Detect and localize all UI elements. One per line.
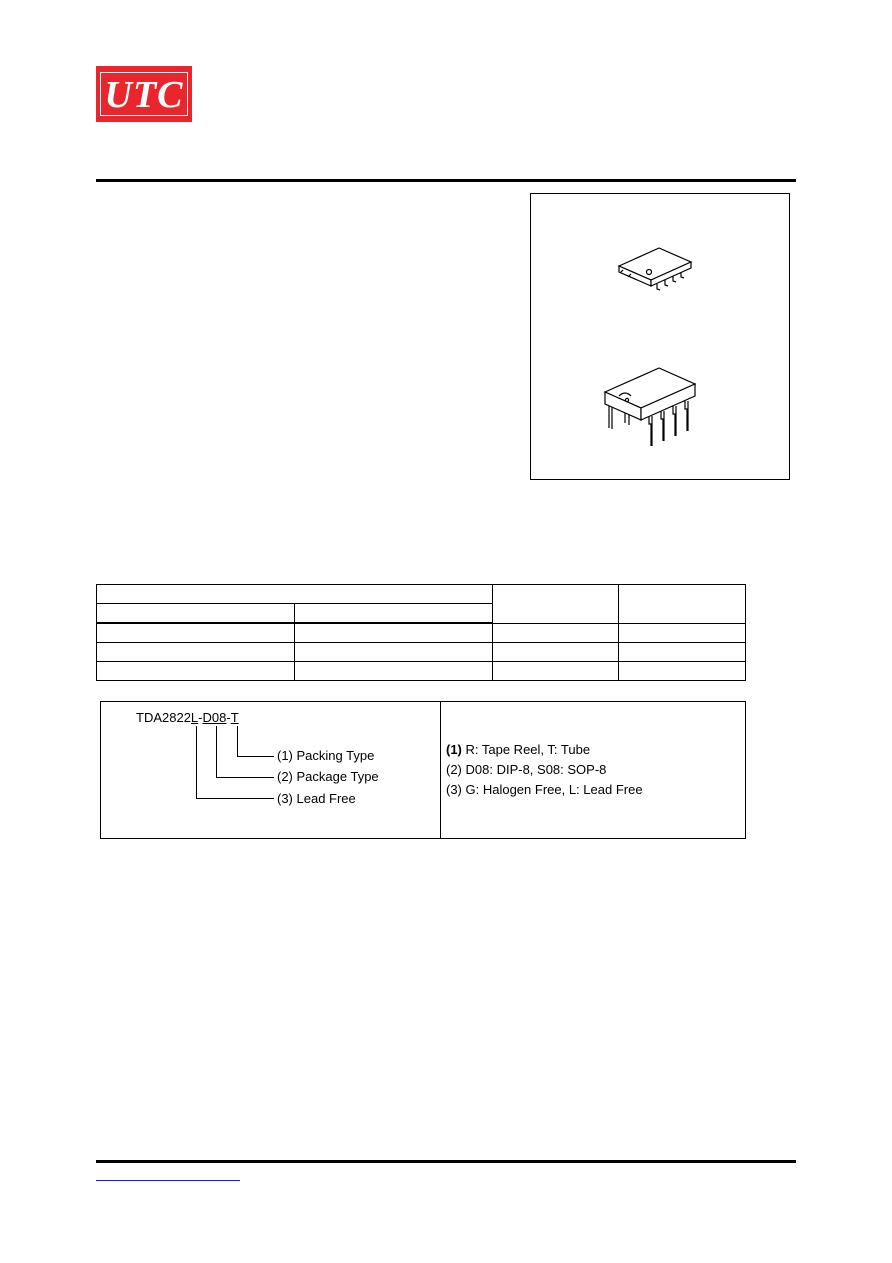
table-row xyxy=(97,643,746,662)
part-separator: - xyxy=(198,710,203,725)
table-header-row xyxy=(97,585,746,604)
dip8-package-icon xyxy=(531,194,791,481)
utc-logo xyxy=(96,66,192,122)
table-cell xyxy=(97,662,295,681)
table-cell xyxy=(295,662,493,681)
table-header-cell xyxy=(619,585,746,624)
callout-package-type: (2) Package Type xyxy=(277,769,379,784)
table-header-cell xyxy=(97,585,493,604)
table-cell xyxy=(493,662,619,681)
table-row xyxy=(97,662,746,681)
part-packing-code: T xyxy=(230,710,239,725)
callout-line-lead-free xyxy=(196,726,274,799)
table-cell xyxy=(295,623,493,643)
footer-website-link[interactable] xyxy=(96,1180,240,1181)
part-number xyxy=(136,710,239,725)
callout-packing-type: (1) Packing Type xyxy=(277,748,375,763)
table-cell xyxy=(619,643,746,662)
table-cell xyxy=(97,623,295,643)
callout-lead-free: (3) Lead Free xyxy=(277,791,356,806)
part-separator: - xyxy=(226,710,231,725)
note-text: R: Tape Reel, T: Tube xyxy=(461,742,591,757)
part-package-code: D08 xyxy=(202,710,227,725)
part-number-divider xyxy=(440,701,441,839)
ordering-table xyxy=(96,584,746,681)
note-number: (3) xyxy=(446,782,462,797)
note-text: G: Halogen Free, L: Lead Free xyxy=(461,782,643,797)
table-cell xyxy=(619,662,746,681)
part-prefix: TDA2822 xyxy=(136,710,191,725)
note-packing xyxy=(446,742,590,757)
logo-frame xyxy=(100,72,188,116)
table-cell xyxy=(619,623,746,643)
note-text: D08: DIP-8, S08: SOP-8 xyxy=(461,762,607,777)
table-cell xyxy=(493,623,619,643)
package-box xyxy=(530,193,790,480)
table-header-cell xyxy=(97,604,295,624)
table-header-cell xyxy=(295,604,493,624)
note-lead-free xyxy=(446,782,643,797)
table-cell xyxy=(97,643,295,662)
note-number: (2) xyxy=(446,762,462,777)
note-number: (1) xyxy=(446,742,462,757)
logo-text: UTC xyxy=(104,74,184,116)
footer-rule xyxy=(96,1160,796,1163)
table-row xyxy=(97,623,746,643)
table-header-cell xyxy=(493,585,619,624)
table-cell xyxy=(493,643,619,662)
table-cell xyxy=(295,643,493,662)
note-package xyxy=(446,762,606,777)
part-lead-free-code: L xyxy=(190,710,199,725)
header-rule xyxy=(96,179,796,182)
